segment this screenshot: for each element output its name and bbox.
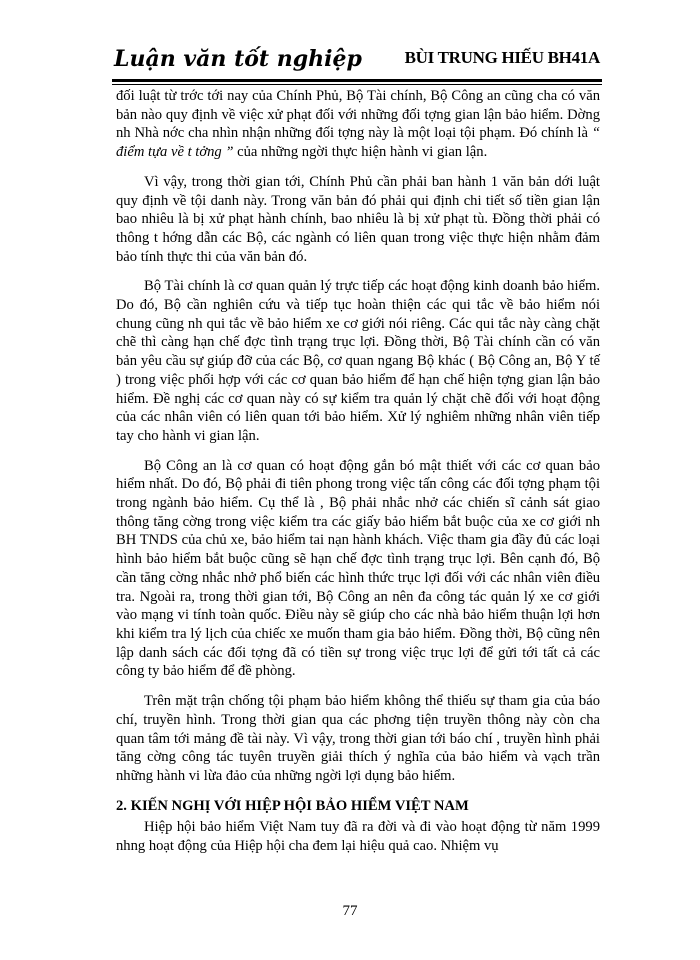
body-text — [116, 87, 600, 867]
paragraph-3: Bộ Tài chính là cơ quan quản lý trực tiếp các hoạt động kinh doanh bảo hiểm. Do đó, Bộ cần nghiên cứu và tiếp tục hoàn thiện các qui tắc về bảo hiểm nói chung cũng nh qui tắc về bảo hiểm xe cơ giới nói riêng. Các qui tắc này càng chặt chẽ thì càng hạn chế đợc tình trạng trục lợi. Đồng thời, Bộ Tài chính cần có văn bản yêu cầu sự giúp đỡ của các Bộ, cơ quan ngang Bộ khác ( Bộ Công an, Bộ Y tế ) trong việc phối hợp với các cơ quan bảo hiểm để hạn chế hiện tợng gian lận bảo hiểm. Đề nghị các cơ quan này có sự kiểm tra quản lý chặt chẽ đối với hoạt động của các nhân viên có liên quan tới bảo hiểm. Xử lý nghiêm những nhân viên tiếp tay cho hành vi gian lận. — [116, 278, 600, 444]
paragraph-4: Bộ Công an là cơ quan có hoạt động gắn bó mật thiết với các cơ quan bảo hiểm nhất. Do đó, Bộ phải đi tiên phong trong việc tấn công các đối tợng phạm tội trong ngành bảo hiểm. Cụ thể là , Bộ phải nhắc nhở các chiến sĩ cảnh sát giao thông tăng cờng trong việc kiểm tra các giấy bảo hiểm bắt buộc của xe cơ giới nh BH TNDS của chủ xe, bảo hiểm tai nạn hành khách. Việc tham gia đầy đủ các loại hình bảo hiểm bắt buộc cũng sẽ hạn chế đợc tình trạng trục lợi. Bên cạnh đó, Bộ cần tăng cờng nhắc nhở phổ biến các hình thức trục lợi đối với các nhân viên điều tra. Ngoài ra, trong thời gian tới, Bộ Công an nên đa công tác quản lý xe cơ giới vào mạng vi tính toàn quốc. Điều này sẽ giúp cho các nhà bảo hiểm thuận lợi hơn khi kiểm tra lý lịch của chiếc xe muốn tham gia bảo hiểm. Đồng thời, Bộ cũng nên lập danh sách các đối tợng đã có tiền sự trong việc trục lợi để gửi tới tất cả các công ty bảo hiểm để đề phòng. — [116, 457, 600, 680]
page-number: 77 — [342, 903, 358, 919]
paragraph-2: Vì vậy, trong thời gian tới, Chính Phủ cần phải ban hành 1 văn bản dới luật quy định về tội danh này. Trong văn bản đó phải qui định chi tiết số tiền gian lận bao nhiêu là bị xử phạt hành chính, bao nhiêu là bị xử phạt tù. Đồng thời phải có thông t hớng dẫn các Bộ, các ngành có liên quan trong việc thực hiện nhằm đảm bảo tính thực thi của văn bản đó. — [116, 173, 600, 265]
header-rule-thin — [112, 84, 602, 85]
header-rule-thick — [112, 79, 602, 82]
paragraph-1-end: của những ngời thực hiện hành vi gian lận. — [237, 144, 488, 161]
paragraph-1-quote: “ điểm tựa về t tởng ” — [116, 125, 601, 161]
paragraph-1-text: đối luật từ trớc tới nay của Chính Phủ, Bộ Tài chính, Bộ Công an cũng cha có văn bản nào quy định về việc xử phạt đối với những đối tợng gian lận bảo hiểm. Dờng nh Nhà nớc cha nhìn nhận những đối tợng này là một loại tội phạm. Đó chính là — [116, 88, 600, 142]
paragraph-6: Hiệp hội bảo hiểm Việt Nam tuy đã ra đời và đi vào hoạt động từ năm 1999 nhng hoạt động của Hiệp hội cha đem lại hiệu quả cao. Nhiệm vụ — [116, 819, 600, 855]
header-author: BÙI TRUNG HIẾU BH41A — [404, 48, 600, 67]
page-header — [112, 40, 600, 78]
paragraph-1 — [116, 87, 600, 162]
header-thesis-title: Luận văn tốt nghiệp — [114, 46, 362, 72]
section-heading: 2. KIẾN NGHỊ VỚI HIỆP HỘI BẢO HIỂM VIỆT NAM — [116, 797, 469, 814]
paragraph-5: Trên mặt trận chống tội phạm bảo hiểm không thể thiếu sự tham gia của báo chí, truyền hình. Trong thời gian qua các phơng tiện truyền thông này còn cha quan tâm tới mảng đề tài này. Vì vậy, trong thời gian tới báo chí , truyền hình phải tăng cờng công tác tuyên truyền giải thích ý nghĩa của bảo hiểm và vạch trần những hành vi lừa đảo của những ngời lợi dụng bảo hiểm. — [116, 693, 600, 784]
